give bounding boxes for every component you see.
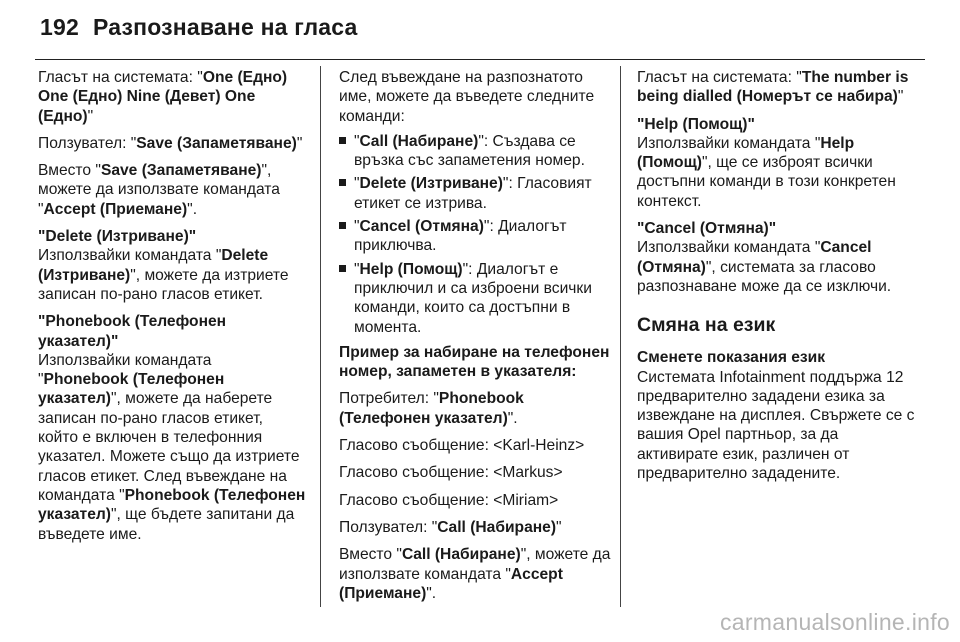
list-item: "Cancel (Отмяна)": Диалогът приключва.	[339, 217, 614, 256]
page-header	[40, 14, 358, 41]
watermark: carmanualsonline.info	[719, 609, 950, 635]
page-number: 192	[40, 14, 79, 40]
list-item: "Delete (Изтриване)": Гласовият етикет се изтрива.	[339, 174, 614, 213]
phonebook-heading: "Phonebook (Телефонен указател)"	[38, 313, 227, 350]
example-line-instead-call: Вместо "Call (Набиране)", можете да използвате командата "Accept (Приемане)".	[339, 546, 611, 602]
phonebook-paragraph: Използвайки командата "Phonebook (Телефонен указател)", можете да наберете записан по-рано гласов етикет, който е включен в телефонния указател. Можете също да изтриете гласов етикет. След въвеждане на командата "Phonebook (Телефонен указател)", ще бъдете запитани да въведете име.	[38, 351, 306, 543]
list-item: "Help (Помощ)": Диалогът е приключил и са изброени всички команди, които са достъпни в момента.	[339, 260, 614, 337]
user-save-paragraph: Ползувател: "Save (Запаметяване)"	[38, 134, 303, 152]
example-line-user-phonebook: Потребител: "Phonebook (Телефонен указател)".	[339, 390, 524, 427]
list-item: "Call (Набиране)": Създава се връзка със запаметения номер.	[339, 132, 614, 171]
header-divider	[35, 59, 925, 60]
column-divider-1	[320, 66, 321, 607]
instead-save-paragraph: Вместо "Save (Запаметяване)", можете да използвате командата "Accept (Приемане)".	[38, 162, 280, 218]
cancel-paragraph: Използвайки командата "Cancel (Отмяна)", системата за гласово разпознаване може да се изключи.	[637, 239, 892, 295]
commands-intro: След въвеждане на разпознатото име, можете да въведете следните команди:	[339, 69, 595, 125]
column-3	[637, 68, 917, 491]
column-1	[38, 68, 306, 552]
command-list	[339, 132, 614, 337]
help-paragraph: Използвайки командата "Help (Помощ)", ще се изброят всички достъпни команди в този конкретен контекст.	[637, 134, 896, 210]
example-line-voice-1: Гласово съобщение: <Karl-Heinz>	[339, 437, 585, 455]
example-line-voice-2: Гласово съобщение: <Markus>	[339, 464, 563, 482]
column-2	[339, 68, 614, 611]
language-subheading: Сменете показания език	[637, 349, 826, 367]
help-heading: "Help (Помощ)"	[637, 115, 755, 133]
delete-heading: "Delete (Изтриване)"	[38, 228, 197, 246]
section-title-language: Смяна на език	[637, 314, 776, 337]
example-line-user-call: Ползувател: "Call (Набиране)"	[339, 518, 562, 536]
page-title: Разпознаване на гласа	[92, 14, 358, 40]
system-voice-paragraph: Гласът на системата: "One (Едно) One (Едно) Nine (Девет) One (Едно)"	[38, 69, 288, 125]
system-dialling-paragraph: Гласът на системата: "The number is being dialled (Номерът се набира)"	[637, 69, 909, 106]
language-paragraph: Системата Infotainment поддържа 12 предварително зададени езика за извеждане на дисплея. Свържете се с вашия Opel партньор, за да активирате език, различен от предварително зададените.	[637, 368, 915, 483]
delete-paragraph: Използвайки командата "Delete (Изтриване)", можете да изтриете записан по-рано гласов етикет.	[38, 247, 289, 303]
cancel-heading: "Cancel (Отмяна)"	[637, 220, 777, 238]
example-line-voice-3: Гласово съобщение: <Miriam>	[339, 491, 559, 509]
example-heading: Пример за набиране на телефонен номер, запаметен в указателя:	[339, 343, 610, 381]
column-divider-2	[620, 66, 621, 607]
